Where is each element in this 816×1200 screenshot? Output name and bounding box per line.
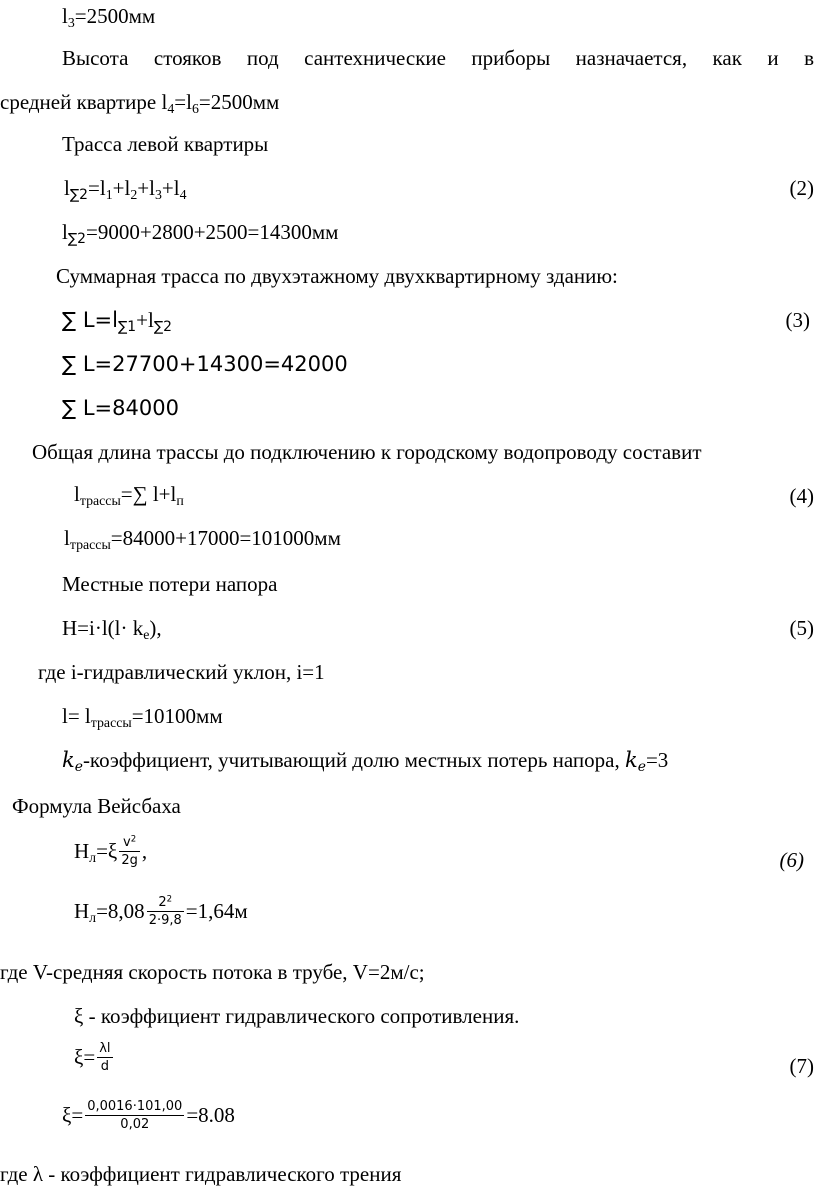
equation-3 bbox=[62, 308, 172, 336]
lambda-definition: где λ - коэффициент гидравлического трения bbox=[0, 1162, 402, 1186]
eq4-subscript-p: п bbox=[176, 493, 184, 509]
equation-7 bbox=[74, 1042, 115, 1073]
eq6-lhs bbox=[74, 839, 118, 866]
eq2v-l: l bbox=[62, 220, 68, 244]
risers-paragraph-line2 bbox=[0, 90, 280, 117]
eq4v-result: =84000+17000=101000мм bbox=[110, 526, 341, 550]
eq3-sub1: ∑1 bbox=[117, 319, 137, 336]
equation-7-values bbox=[62, 1100, 235, 1131]
where-i-text: где i-гидравлический уклон, i=1 bbox=[38, 660, 325, 684]
total-length-text: Общая длина трассы до подключению к городскому водопроводу составит bbox=[32, 440, 702, 464]
ke-value: =3 bbox=[645, 748, 669, 772]
equation-3-total: ∑ L=84000 bbox=[62, 396, 179, 420]
l3-subscript: 3 bbox=[67, 15, 75, 31]
equation-3-number: (3) bbox=[785, 308, 810, 332]
eq6v-base: 2 bbox=[158, 895, 167, 910]
l6-symbol: =l bbox=[174, 90, 192, 114]
equation-6 bbox=[74, 836, 147, 867]
eq7-fraction bbox=[97, 1042, 112, 1073]
eq2v-result: =9000+2800+2500=14300мм bbox=[86, 220, 339, 244]
eq6-xi: =ξ bbox=[96, 839, 118, 863]
ke-subscript: e bbox=[74, 759, 83, 776]
equation-4-values bbox=[64, 526, 341, 553]
ke-definition bbox=[62, 748, 669, 776]
eq2-l: l bbox=[64, 176, 70, 200]
eq6-H: Н bbox=[74, 839, 90, 863]
risers-text-line2: средней квартире l bbox=[0, 90, 168, 114]
l-def-value: =10100мм bbox=[131, 704, 223, 728]
equation-2-values bbox=[62, 220, 339, 248]
eq3-sub2: ∑2 bbox=[153, 319, 172, 336]
eq3-sum-l: ∑ L=l bbox=[62, 308, 118, 332]
eq6v-result: =1,64м bbox=[185, 899, 248, 923]
eq2-sub1: 1 bbox=[105, 187, 113, 203]
eq6v-coef: =8,08 bbox=[96, 899, 145, 923]
eq7v-xi: ξ= bbox=[62, 1103, 84, 1127]
eq6-v: v bbox=[122, 835, 131, 850]
equation-5-number: (5) bbox=[789, 616, 814, 640]
eq6v-denominator: 2·9,8 bbox=[148, 913, 182, 928]
eq2-sigma-subscript: ∑2 bbox=[69, 187, 89, 204]
where-v-text: где V-средняя скорость потока в трубе, V=2м/с; bbox=[0, 960, 425, 984]
eq6-fraction bbox=[119, 836, 140, 867]
eq6-subscript: л bbox=[89, 850, 97, 866]
eq6-comma: , bbox=[141, 839, 148, 863]
eq6v-sup: 2 bbox=[166, 894, 173, 905]
eq4v-subscript: трассы bbox=[69, 537, 111, 553]
eq6v-lhs bbox=[74, 899, 145, 926]
eq7v-fraction bbox=[85, 1100, 184, 1131]
summary-heading: Суммарная трасса по двухэтажному двухквартирному зданию: bbox=[56, 264, 618, 288]
eq7v-numerator: 0,0016·101,00 bbox=[87, 1099, 183, 1114]
left-apartment-heading: Трасса левой квартиры bbox=[62, 132, 269, 156]
l4-subscript: 4 bbox=[167, 101, 175, 117]
eq2-sub4: 4 bbox=[179, 187, 187, 203]
eq2v-sigma-subscript: ∑2 bbox=[67, 231, 87, 248]
eq4-subscript: трассы bbox=[79, 493, 121, 509]
risers-text-line1: Высота стояков под сантехнические приборы назначается, как и в bbox=[62, 46, 814, 70]
eq2-l1: =l bbox=[88, 176, 106, 200]
eq6v-numerator bbox=[147, 896, 184, 912]
l3-symbol: l bbox=[62, 4, 68, 28]
eq4-l: l bbox=[74, 482, 80, 506]
equation-6-values bbox=[74, 896, 248, 927]
eq2-sub3: 3 bbox=[154, 187, 162, 203]
equation-4 bbox=[74, 482, 184, 509]
eq6-sup: 2 bbox=[130, 834, 137, 845]
eq5-body: H=i·l(l· k bbox=[62, 616, 144, 640]
local-losses-heading: Местные потери напора bbox=[62, 572, 278, 596]
equation-6-number: (6) bbox=[779, 848, 804, 872]
l-def-symbol: l= l bbox=[62, 704, 91, 728]
xi-definition: ξ - коэффициент гидравлического сопротивления. bbox=[74, 1004, 520, 1028]
equation-5 bbox=[62, 616, 162, 643]
eq2-l2: +l bbox=[112, 176, 131, 200]
eq6v-H: Н bbox=[74, 899, 90, 923]
eq7v-result: =8.08 bbox=[186, 1103, 235, 1127]
eq2-l4: +l bbox=[161, 176, 180, 200]
eq7-denominator: d bbox=[100, 1059, 109, 1074]
equation-2-number: (2) bbox=[789, 176, 814, 200]
eq4v-l: l bbox=[64, 526, 70, 550]
eq5-close: ), bbox=[149, 616, 162, 640]
l3-line bbox=[62, 4, 156, 31]
weisbach-heading: Формула Вейсбаха bbox=[12, 794, 181, 818]
eq7v-denominator: 0,02 bbox=[120, 1117, 150, 1132]
eq6-numerator bbox=[119, 836, 140, 852]
eq6-denominator: 2g bbox=[121, 853, 138, 868]
l3-value: =2500мм bbox=[74, 4, 156, 28]
eq2-l3: +l bbox=[137, 176, 155, 200]
eq7-xi: ξ= bbox=[74, 1045, 96, 1069]
eq4-sum: =∑ l+l bbox=[120, 482, 177, 506]
ke-symbol: k bbox=[62, 748, 75, 772]
risers-value: =2500мм bbox=[198, 90, 280, 114]
l6-subscript: 6 bbox=[191, 101, 199, 117]
eq6v-subscript: л bbox=[89, 910, 97, 926]
equation-7-number: (7) bbox=[789, 1054, 814, 1078]
equation-2 bbox=[64, 176, 187, 204]
ke-symbol-2: k bbox=[625, 748, 638, 772]
eq7-numerator: λl bbox=[99, 1041, 111, 1056]
ke-subscript-2: e bbox=[637, 759, 646, 776]
l-def-subscript: трассы bbox=[90, 715, 132, 731]
ke-text: -коэффициент, учитывающий долю местных потерь напора, bbox=[82, 748, 625, 772]
equation-4-number: (4) bbox=[789, 484, 814, 508]
risers-paragraph-line1 bbox=[62, 48, 814, 69]
equation-3-values: ∑ L=27700+14300=42000 bbox=[62, 352, 348, 376]
eq2-sub2: 2 bbox=[130, 187, 138, 203]
eq5-subscript: e bbox=[143, 627, 150, 643]
eq6v-fraction bbox=[147, 896, 184, 927]
l-definition bbox=[62, 704, 223, 731]
eq3-plus-l: +l bbox=[136, 308, 154, 332]
